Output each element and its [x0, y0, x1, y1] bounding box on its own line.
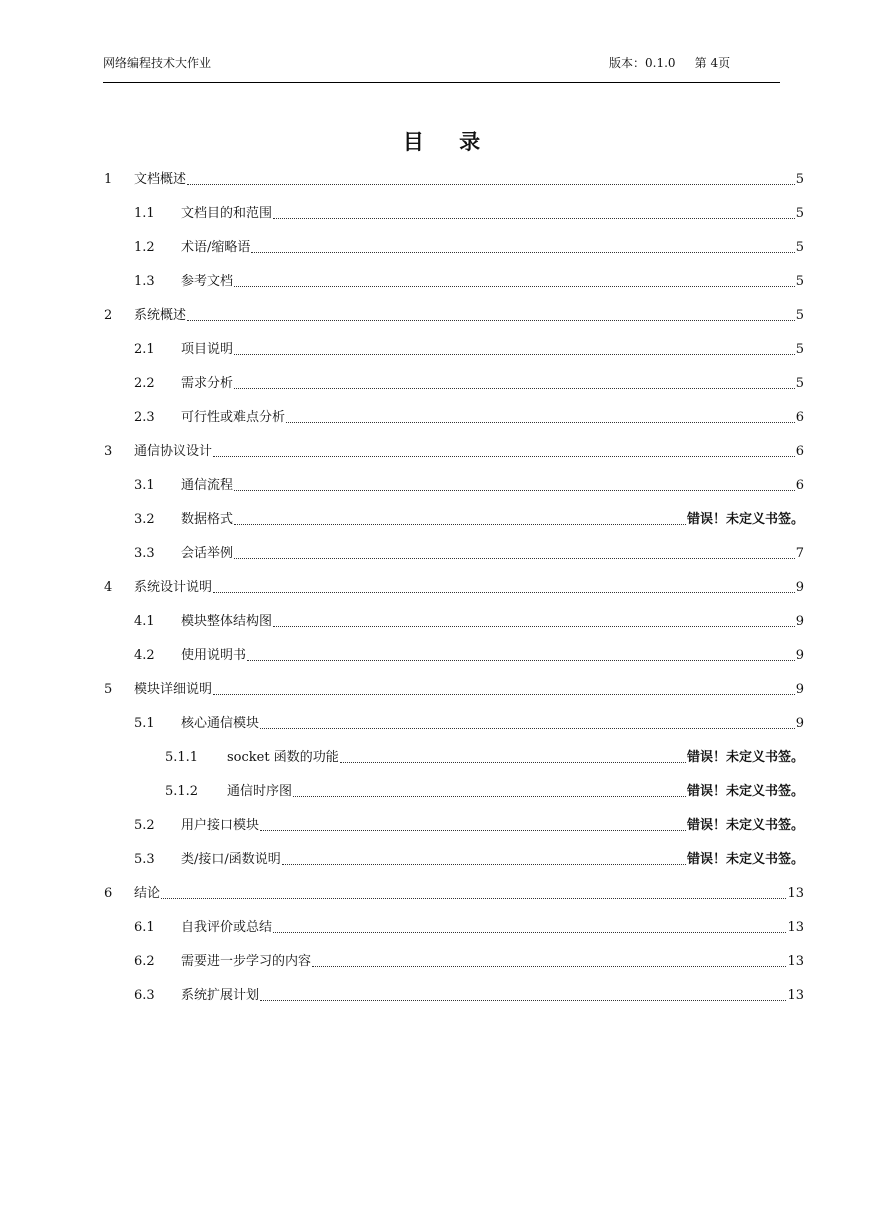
- toc-dot-leader: [282, 864, 686, 865]
- toc-dot-leader: [187, 320, 795, 321]
- toc-entry-number: 4: [104, 580, 113, 595]
- toc-dot-leader: [273, 218, 795, 219]
- toc-entry-title: 通信协议设计: [134, 444, 213, 459]
- toc-dot-leader: [286, 422, 795, 423]
- toc-entry[interactable]: [134, 850, 804, 870]
- toc-entry[interactable]: [134, 340, 804, 360]
- toc-entry-page: 5: [795, 206, 804, 221]
- toc-entry-bookmark-error: 错误！未定义书签。: [686, 750, 804, 765]
- toc-entry-number: 1.2: [134, 240, 155, 255]
- toc-dot-leader: [234, 286, 795, 287]
- version-page-info: [609, 54, 730, 71]
- toc-entry-page: 9: [795, 580, 804, 595]
- toc-entry-title: 可行性或难点分析: [181, 410, 286, 425]
- toc-entry-number: 3.1: [134, 478, 155, 493]
- toc-entry-page: 7: [795, 546, 804, 561]
- toc-entry-page: 13: [787, 954, 804, 969]
- toc-entry-page: 9: [795, 648, 804, 663]
- toc-entry-title: 项目说明: [181, 342, 234, 357]
- toc-entry-number: 2.1: [134, 342, 155, 357]
- toc-entry-title: 通信流程: [181, 478, 234, 493]
- toc-entry-number: 2: [104, 308, 113, 323]
- toc-entry-number: 1: [104, 172, 113, 187]
- toc-entry-number: 5.3: [134, 852, 155, 867]
- toc-entry[interactable]: [104, 680, 804, 700]
- toc-entry-page: 13: [787, 988, 804, 1003]
- toc-entry-title: 用户接口模块: [181, 818, 260, 833]
- toc-entry-page: 6: [795, 410, 804, 425]
- toc-entry-number: 1.1: [134, 206, 155, 221]
- toc-dot-leader: [273, 626, 795, 627]
- toc-entry-number: 3.2: [134, 512, 155, 527]
- toc-entry-title: 系统概述: [134, 308, 187, 323]
- toc-entry[interactable]: [104, 170, 804, 190]
- toc-entry-page: 5: [795, 342, 804, 357]
- toc-entry-page: 9: [795, 682, 804, 697]
- toc-entry-title: 结论: [134, 886, 161, 901]
- toc-entry-page: 13: [787, 920, 804, 935]
- toc-entry-number: 2.2: [134, 376, 155, 391]
- toc-entry-page: 6: [795, 444, 804, 459]
- toc-entry-title: 系统设计说明: [134, 580, 213, 595]
- toc-entry-title: 文档目的和范围: [181, 206, 273, 221]
- toc-dot-leader: [213, 694, 795, 695]
- toc-entry-number: 5: [104, 682, 113, 697]
- toc-entry-title: 需要进一步学习的内容: [181, 954, 312, 969]
- toc-entry-number: 6.3: [134, 988, 155, 1003]
- toc-entry-number: 5.1.1: [165, 750, 199, 765]
- toc-dot-leader: [312, 966, 786, 967]
- version-label: 版本：0.1.0: [609, 56, 676, 70]
- toc-entry-title: 类/接口/函数说明: [181, 852, 281, 867]
- toc-entry-number: 4.2: [134, 648, 155, 663]
- toc-title: 目 录: [402, 129, 495, 154]
- toc-entry-title: 系统扩展计划: [181, 988, 260, 1003]
- toc-dot-leader: [234, 490, 795, 491]
- toc-entry-page: 5: [795, 376, 804, 391]
- toc-dot-leader: [161, 898, 786, 899]
- toc-entry[interactable]: [134, 476, 804, 496]
- toc-entry-title: 使用说明书: [181, 648, 247, 663]
- toc-entry[interactable]: [104, 442, 804, 462]
- page-header: [103, 52, 780, 83]
- toc-entry-page: 13: [787, 886, 804, 901]
- toc-entry-number: 2.3: [134, 410, 155, 425]
- toc-entry-title: 核心通信模块: [181, 716, 260, 731]
- toc-entry-title: 模块详细说明: [134, 682, 213, 697]
- toc-entry-number: 4.1: [134, 614, 155, 629]
- toc-entry[interactable]: [104, 578, 804, 598]
- toc-entry-number: 6: [104, 886, 113, 901]
- toc-dot-leader: [260, 728, 795, 729]
- toc-entry-title: 参考文档: [181, 274, 234, 289]
- toc-dot-leader: [187, 184, 795, 185]
- toc-entry-number: 3.3: [134, 546, 155, 561]
- toc-dot-leader: [260, 830, 686, 831]
- toc-entry[interactable]: [134, 408, 804, 428]
- toc-entry-page: 5: [795, 308, 804, 323]
- toc-entry[interactable]: [134, 646, 804, 666]
- toc-entry-page: 9: [795, 716, 804, 731]
- toc-entry-page: 6: [795, 478, 804, 493]
- toc-dot-leader: [234, 354, 795, 355]
- toc-entry[interactable]: [134, 986, 804, 1006]
- toc-entry-page: 5: [795, 172, 804, 187]
- toc-entry-bookmark-error: 错误！未定义书签。: [686, 852, 804, 867]
- toc-entry[interactable]: [134, 714, 804, 734]
- toc-entry[interactable]: [104, 884, 804, 904]
- toc-entry-number: 3: [104, 444, 113, 459]
- document-title: 网络编程技术大作业: [103, 56, 212, 70]
- toc-entry[interactable]: [134, 238, 804, 258]
- toc-entry-number: 5.1.2: [165, 784, 199, 799]
- toc-entry-title: 文档概述: [134, 172, 187, 187]
- toc-dot-leader: [340, 762, 686, 763]
- toc-entry[interactable]: [134, 918, 804, 938]
- toc-entry-bookmark-error: 错误！未定义书签。: [686, 818, 804, 833]
- toc-entry-page: 9: [795, 614, 804, 629]
- toc-dot-leader: [213, 456, 795, 457]
- toc-entry[interactable]: [134, 612, 804, 632]
- toc-dot-leader: [247, 660, 795, 661]
- toc-entry-title: socket 函数的功能: [227, 750, 339, 765]
- toc-entry[interactable]: [165, 748, 804, 768]
- toc-entry-title: 会话举例: [181, 546, 234, 561]
- toc-entry-page: 5: [795, 240, 804, 255]
- toc-entry-title: 通信时序图: [227, 784, 293, 799]
- toc-dot-leader: [260, 1000, 786, 1001]
- toc-entry-title: 模块整体结构图: [181, 614, 273, 629]
- toc-entry-number: 5.2: [134, 818, 155, 833]
- toc-dot-leader: [213, 592, 795, 593]
- page-number: 第 4页: [694, 56, 731, 70]
- toc-dot-leader: [251, 252, 794, 253]
- toc-entry-title: 数据格式: [181, 512, 234, 527]
- toc-entry-number: 1.3: [134, 274, 155, 289]
- toc-entry-title: 自我评价或总结: [181, 920, 273, 935]
- toc-entry[interactable]: [134, 374, 804, 394]
- toc-entry[interactable]: [104, 306, 804, 326]
- toc-entry-title: 需求分析: [181, 376, 234, 391]
- toc-dot-leader: [234, 388, 795, 389]
- toc-entry[interactable]: [134, 510, 804, 530]
- toc-entry-number: 6.1: [134, 920, 155, 935]
- toc-dot-leader: [273, 932, 786, 933]
- toc-entry-title: 术语/缩略语: [181, 240, 251, 255]
- toc-entry-bookmark-error: 错误！未定义书签。: [686, 512, 804, 527]
- toc-entry[interactable]: [134, 952, 804, 972]
- toc-dot-leader: [293, 796, 686, 797]
- toc-entry[interactable]: [134, 544, 804, 564]
- toc-dot-leader: [234, 558, 795, 559]
- toc-entry-bookmark-error: 错误！未定义书签。: [686, 784, 804, 799]
- toc-entry-number: 6.2: [134, 954, 155, 969]
- toc-entry-page: 5: [795, 274, 804, 289]
- toc-entry[interactable]: [134, 204, 804, 224]
- toc-entry[interactable]: [165, 782, 804, 802]
- toc-dot-leader: [234, 524, 686, 525]
- toc-entry-number: 5.1: [134, 716, 155, 731]
- toc-entry[interactable]: [134, 816, 804, 836]
- toc-entry[interactable]: [134, 272, 804, 292]
